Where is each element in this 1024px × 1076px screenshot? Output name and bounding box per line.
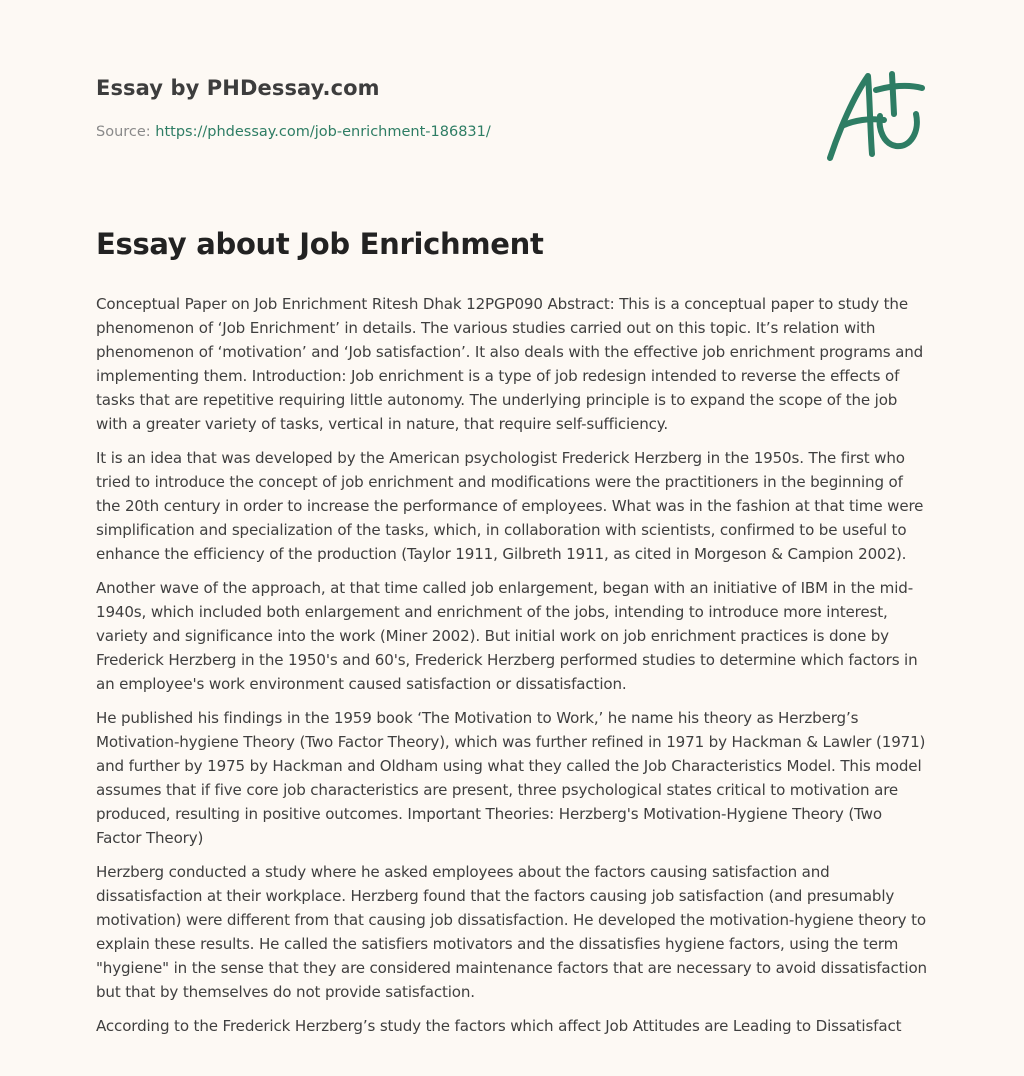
a-plus-logo-icon[interactable] (824, 66, 928, 166)
site-title[interactable]: Essay by PHDessay.com (96, 76, 380, 100)
page-header (96, 0, 928, 200)
essay-paragraph: Conceptual Paper on Job Enrichment Ritesh Dhak 12PGP090 Abstract: This is a conceptual paper to study the phenomenon of ‘Job Enrichment’ in details. The various studies carried out on this topic. It’s relation with phenomenon of ‘motivation’ and ‘Job satisfaction’. It also deals with the effective job enrichment programs and implementing them. Introduction: Job enrichment is a type of job redesign intended to reverse the effects of tasks that are repetitive requiring little autonomy. The underlying principle is to expand the scope of the job with a greater variety of tasks, vertical in nature, that require self-sufficiency. (96, 295, 924, 433)
source-link[interactable]: https://phdessay.com/job-enrichment-186831/ (155, 124, 491, 140)
source-label: Source: (96, 124, 151, 140)
essay-title: Essay about Job Enrichment (96, 227, 544, 261)
essay-paragraph: Another wave of the approach, at that time called job enlargement, began with an initiative of IBM in the mid-1940s, which included both enlargement and enrichment of the jobs, intending to introduce more interest, variety and significance into the work (Miner 2002). But initial work on job enrichment practices is done by Frederick Herzberg in the 1950's and 60's, Frederick Herzberg performed studies to determine which factors in an employee's work environment caused satisfaction or dissatisfaction. (96, 579, 918, 693)
essay-paragraph: He published his findings in the 1959 book ‘The Motivation to Work,’ he name his theory as Herzberg’s Motivation-hygiene Theory (Two Factor Theory), which was further refined in 1971 by Hackman & Lawler (1971) and further by 1975 by Hackman and Oldham using what they called the Job Characteristics Model. This model assumes that if five core job characteristics are present, three psychological states critical to motivation are produced, resulting in positive outcomes. Important Theories: Herzberg's Motivation-Hygiene Theory (Two Factor Theory) (96, 709, 926, 847)
source-line (96, 124, 491, 140)
essay-paragraph: According to the Frederick Herzberg’s study the factors which affect Job Attitudes are Leading to Dissatisfact (96, 1017, 902, 1035)
essay-paragraph: Herzberg conducted a study where he asked employees about the factors causing satisfaction and dissatisfaction at their workplace. Herzberg found that the factors causing job satisfaction (and presumably motivation) were different from that causing job dissatisfaction. He developed the motivation-hygiene theory to explain these results. He called the satisfiers motivators and the dissatisfies hygiene factors, using the term "hygiene" in the sense that they are considered maintenance factors that are necessary to avoid dissatisfaction but that by themselves do not provide satisfaction. (96, 863, 927, 1001)
essay-content (96, 222, 930, 1048)
essay-paragraph: It is an idea that was developed by the American psychologist Frederick Herzberg in the 1950s. The first who tried to introduce the concept of job enrichment and modifications were the practitioners in the beginning of the 20th century in order to increase the performance of employees. What was in the fashion at that time were simplification and specialization of the tasks, which, in collaboration with scientists, confirmed to be useful to enhance the efficiency of the production (Taylor 1911, Gilbreth 1911, as cited in Morgeson & Campion 2002). (96, 449, 924, 563)
